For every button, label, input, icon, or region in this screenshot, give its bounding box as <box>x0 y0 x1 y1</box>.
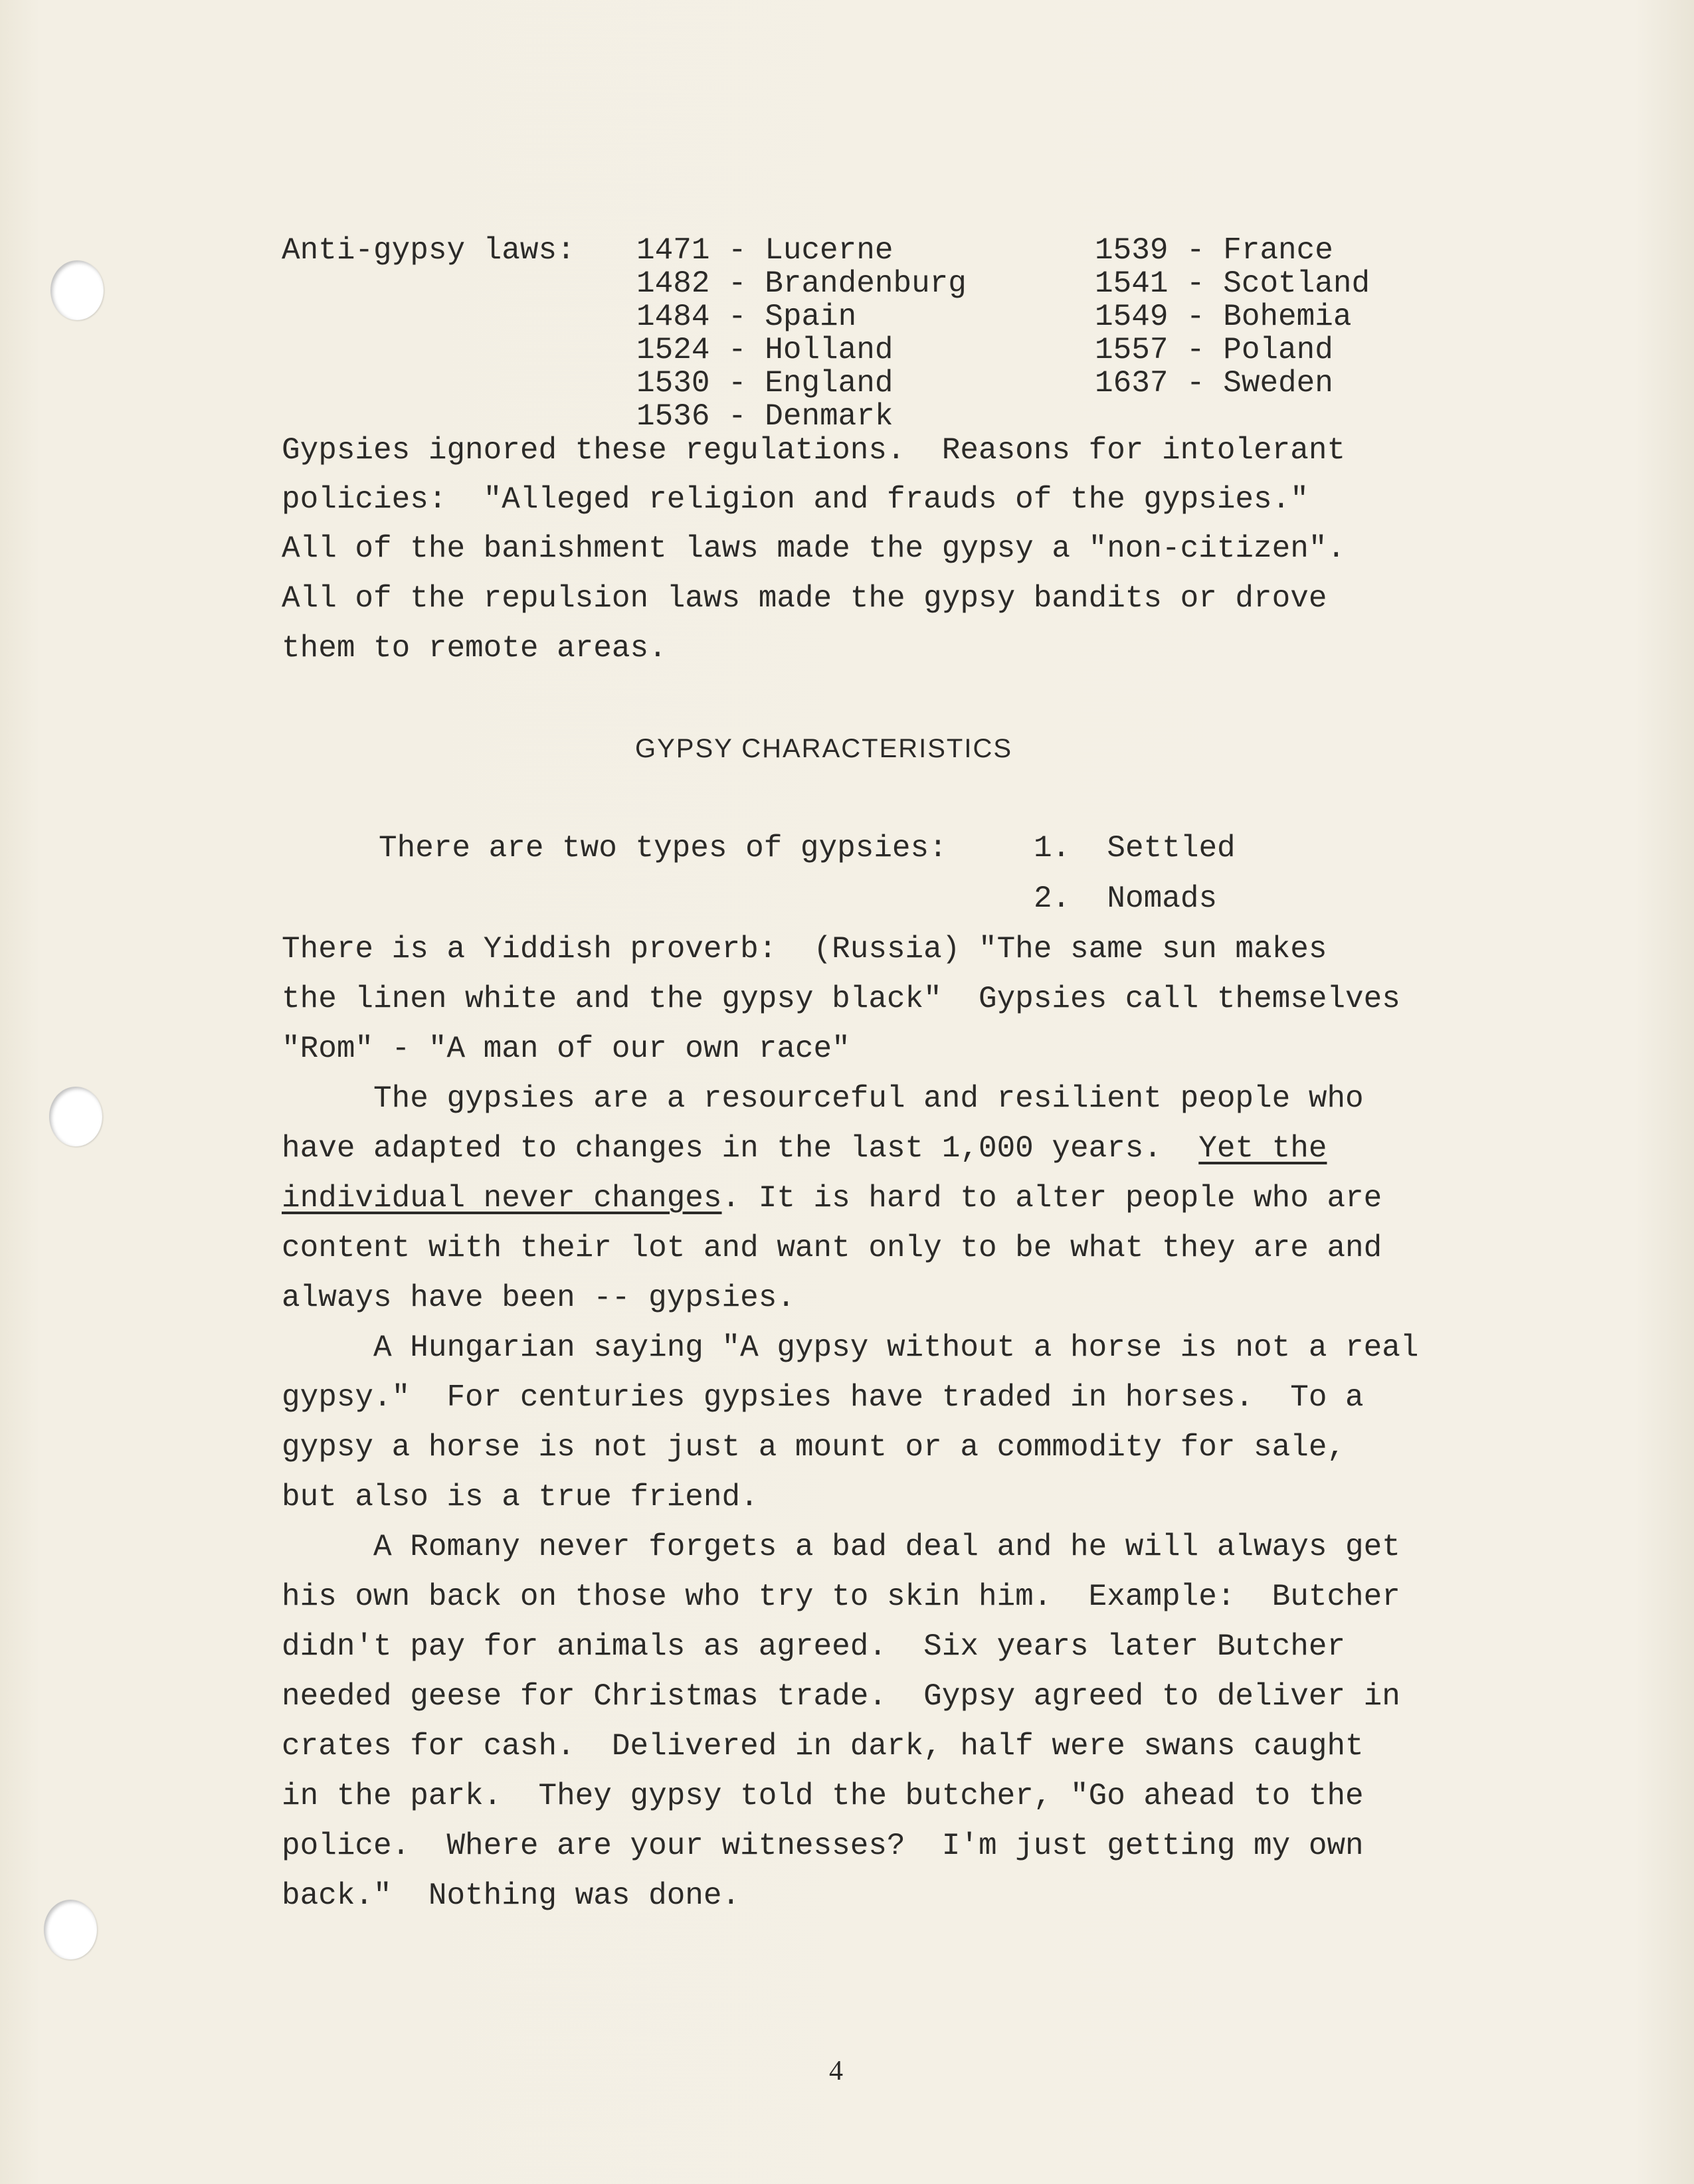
paragraph-line: All of the repulsion laws made the gypsy bandits or drove <box>282 581 1327 616</box>
paragraph-line: There is a Yiddish proverb: (Russia) "The same sun makes <box>282 932 1327 966</box>
laws-label: Anti-gypsy laws: <box>282 233 575 268</box>
law-entry: 1536 - Denmark <box>636 399 894 434</box>
section-heading: GYPSY CHARACTERISTICS <box>635 734 1013 763</box>
law-entry: 1541 - Scotland <box>1095 266 1370 301</box>
paragraph-line: All of the banishment laws made the gypsy a "non-citizen". <box>282 531 1346 566</box>
paragraph-line: gypsy a horse is not just a mount or a commodity for sale, <box>282 1430 1346 1465</box>
punch-hole-bottom <box>44 1900 97 1959</box>
types-lead: There are two types of gypsies: <box>379 831 947 865</box>
paragraph-line: Gypsies ignored these regulations. Reasons for intolerant <box>282 433 1346 468</box>
paragraph-line: back." Nothing was done. <box>282 1878 741 1913</box>
page-number: 4 <box>829 2056 843 2086</box>
paragraph-line: didn't pay for animals as agreed. Six years later Butcher <box>282 1629 1346 1664</box>
paragraph-line: policies: "Alleged religion and frauds of the gypsies." <box>282 482 1309 517</box>
paragraph-line <box>282 1181 1382 1216</box>
law-entry: 1557 - Poland <box>1095 333 1333 367</box>
line-text: . It is hard to alter people who are <box>721 1181 1382 1216</box>
law-entry: 1482 - Brandenburg <box>636 266 967 301</box>
paragraph-line: but also is a true friend. <box>282 1480 759 1514</box>
type-item-settled: 1. Settled <box>1034 831 1236 865</box>
paragraph-line: A Romany never forgets a bad deal and he will always get <box>282 1530 1400 1564</box>
law-entry: 1471 - Lucerne <box>636 233 894 268</box>
paragraph-line <box>282 1131 1327 1166</box>
law-entry: 1524 - Holland <box>636 333 894 367</box>
paragraph-line: police. Where are your witnesses? I'm just getting my own <box>282 1829 1364 1863</box>
paragraph-line: needed geese for Christmas trade. Gypsy agreed to deliver in <box>282 1679 1400 1714</box>
law-entry: 1530 - England <box>636 366 894 401</box>
underlined-text: individual never changes <box>282 1181 722 1216</box>
paragraph-line: A Hungarian saying "A gypsy without a horse is not a real <box>282 1330 1419 1365</box>
underlined-text: Yet the <box>1198 1131 1327 1166</box>
law-entry: 1549 - Bohemia <box>1095 300 1352 334</box>
law-entry: 1484 - Spain <box>636 300 857 334</box>
punch-hole-top <box>50 260 104 320</box>
paragraph-line: in the park. They gypsy told the butcher, "Go ahead to the <box>282 1779 1364 1813</box>
law-entry: 1539 - France <box>1095 233 1333 268</box>
paragraph-line: "Rom" - "A man of our own race" <box>282 1032 850 1066</box>
law-entry: 1637 - Sweden <box>1095 366 1333 401</box>
paragraph-line: The gypsies are a resourceful and resilient people who <box>282 1081 1364 1116</box>
paragraph-line: the linen white and the gypsy black" Gypsies call themselves <box>282 982 1400 1016</box>
paragraph-line: content with their lot and want only to be what they are and <box>282 1231 1382 1265</box>
punch-hole-middle <box>49 1087 102 1146</box>
paragraph-line: them to remote areas. <box>282 631 667 666</box>
paragraph-line: gypsy." For centuries gypsies have traded in horses. To a <box>282 1380 1364 1415</box>
line-text: have adapted to changes in the last 1,000 years. <box>282 1131 1199 1166</box>
paragraph-line: always have been -- gypsies. <box>282 1281 795 1315</box>
type-item-nomads: 2. Nomads <box>1034 881 1218 916</box>
paragraph-line: his own back on those who try to skin him. Example: Butcher <box>282 1580 1400 1614</box>
paragraph-line: crates for cash. Delivered in dark, half were swans caught <box>282 1729 1364 1764</box>
